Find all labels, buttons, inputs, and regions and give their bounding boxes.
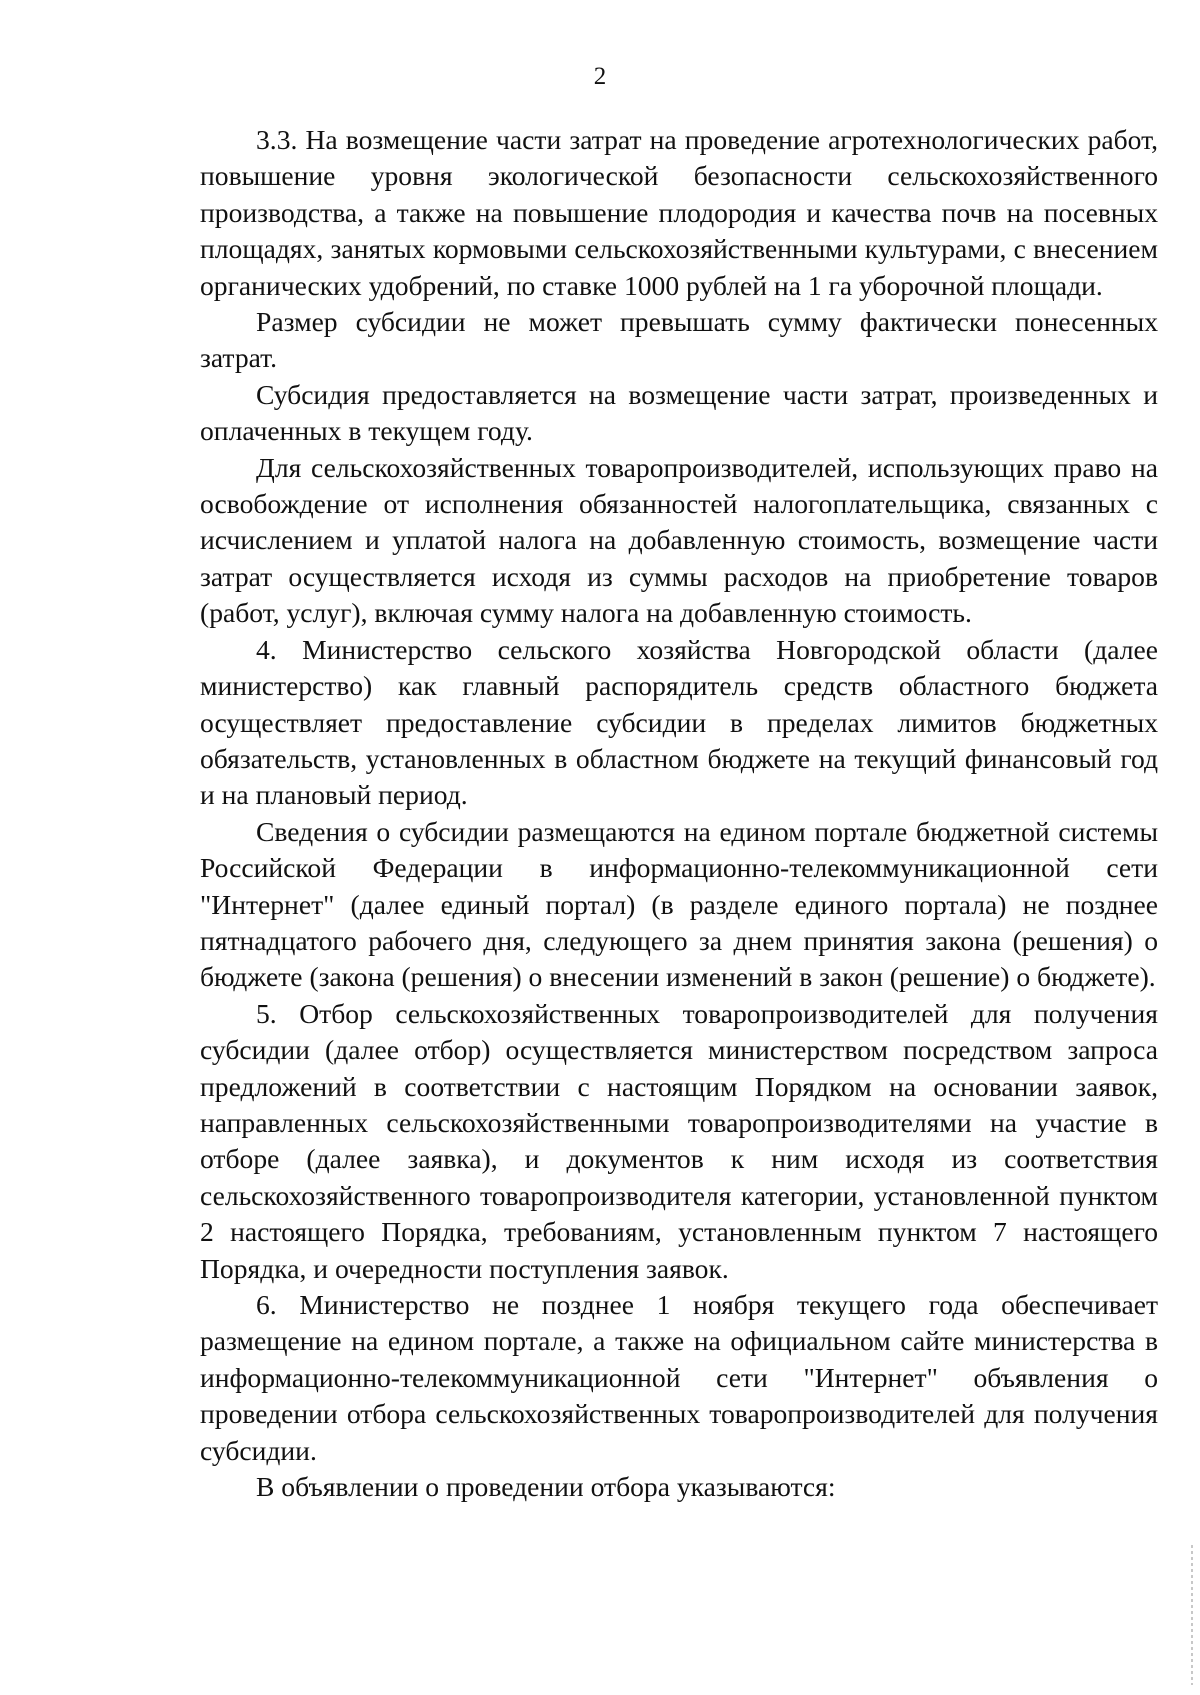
paragraph-vat-exemption: Для сельскохозяйственных товаропроизводителей, использующих право на освобождение от исполнения обязанностей налогоплательщика, связанных с исчислением и уплатой налога на добавленную стоимость, возмещение части затрат осуществляется исходя из суммы расходов на приобретение товаров (работ, услуг), включая сумму налога на добавленную стоимость. <box>200 451 1158 629</box>
paragraph-5-selection: 5. Отбор сельскохозяйственных товаропроизводителей для получения субсидии (далее отбор) осуществляется министерством посредством запроса предложений в соответствии с настоящим Порядком на основании заявок, направленных сельскохозяйственными товаропроизводителями на участие в отборе (далее заявка), и документов к ним исходя из соответствия сельскохозяйственного товаропроизводителя категории, установленной пунктом 2 настоящего Порядка, требованиям, установленным пунктом 7 настоящего Порядка, и очередности поступления заявок. <box>200 997 1158 1284</box>
paragraph-3-3: 3.3. На возмещение части затрат на проведение агротехнологических работ, повышение уровня экологической безопасности сельскохозяйственного производства, а также на повышение плодородия и качества почв на посевных площадях, занятых кормовыми сельскохозяйственными культурами, с внесением органических удобрений, по ставке 1000 рублей на 1 га уборочной площади. <box>200 124 1158 301</box>
paragraph-4-ministry: 4. Министерство сельского хозяйства Новгородской области (далее министерство) как главный распорядитель средств областного бюджета осуществляет предоставление субсидии в пределах лимитов бюджетных обязательств, установленных в областном бюджете на текущий финансовый год и на плановый период. <box>200 633 1158 811</box>
paragraph-portal-info: Сведения о субсидии размещаются на едином портале бюджетной системы Российской Федерации в информационно-телекоммуникационной сети "Интернет" (далее единый портал) (в разделе единого портала) не позднее пятнадцатого рабочего дня, следующего за днем принятия закона (решения) о бюджете (закона (решения) о внесении изменений в закон (решение) о бюджете). <box>200 815 1158 993</box>
paragraph-subsidy-limit: Размер субсидии не может превышать сумму фактически понесенных затрат. <box>200 306 1158 374</box>
paragraph-subsidy-current-year: Субсидия предоставляется на возмещение части затрат, произведенных и оплаченных в текущем году. <box>200 378 1158 447</box>
scan-edge-mark <box>1191 1545 1193 1685</box>
paragraph-6-announcement: 6. Министерство не позднее 1 ноября текущего года обеспечивает размещение на едином портале, а также на официальном сайте министерства в информационно-телекоммуникационной сети "Интернет" объявления о проведении отбора сельскохозяйственных товаропроизводителей для получения субсидии. <box>200 1289 1158 1466</box>
page-number: 2 <box>593 63 607 90</box>
paragraph-announcement-contents: В объявлении о проведении отбора указываются: <box>256 1471 836 1503</box>
document-body <box>200 122 1158 1505</box>
